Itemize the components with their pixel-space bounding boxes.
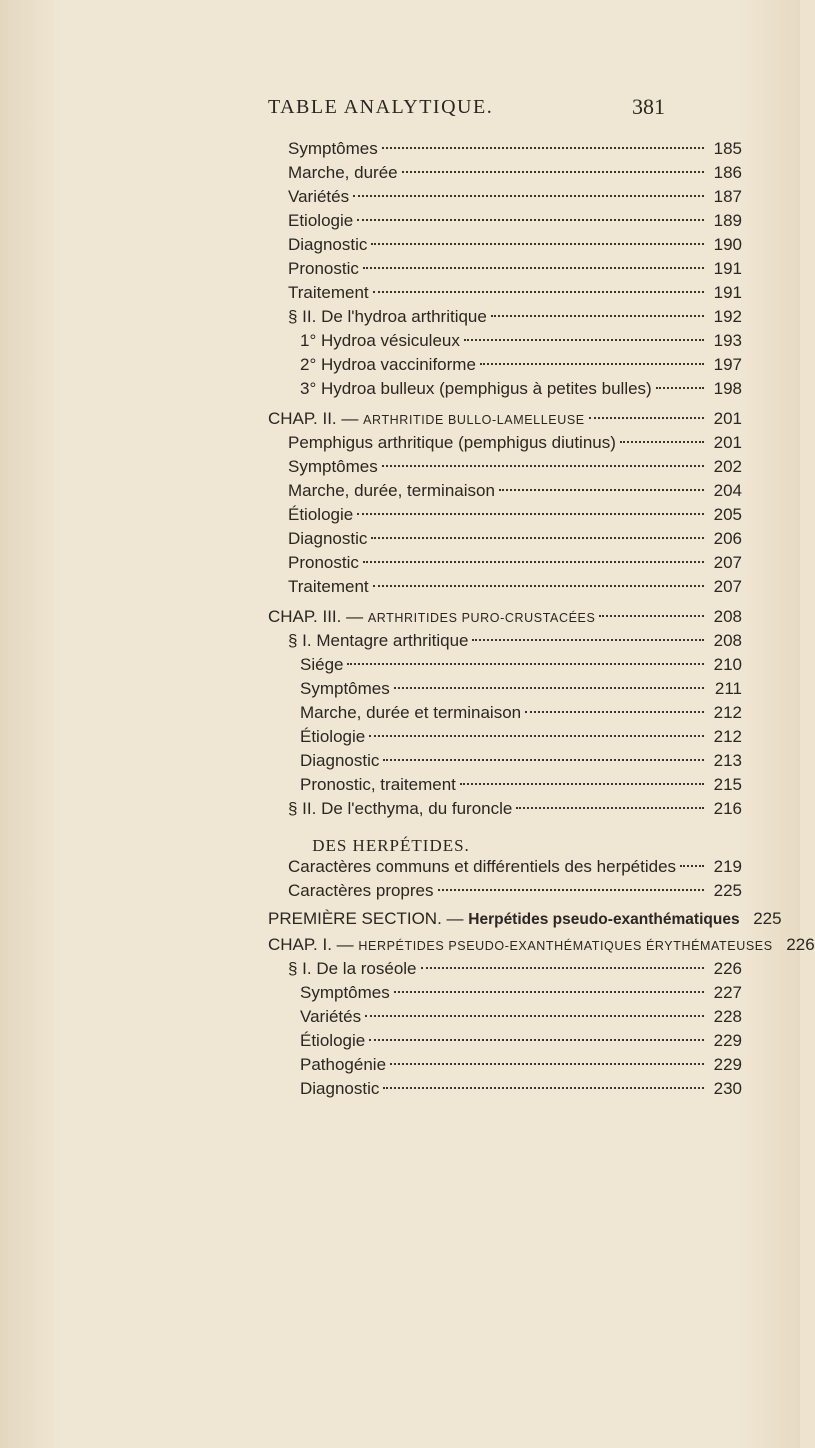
toc-entry (288, 480, 742, 502)
dot-leader (369, 735, 704, 737)
toc-entry-label: Etiologie (288, 211, 354, 230)
toc-entry-page: 202 (713, 457, 742, 476)
toc-entry-label: CHAP. III. — ARTHRITIDES PURO-CRUSTACÉES (268, 607, 596, 626)
toc-entry (288, 432, 742, 454)
toc-entry-page: 191 (713, 259, 742, 278)
toc-entry (288, 958, 742, 980)
dot-leader (371, 537, 704, 539)
toc-entry-label: 3° Hydroa bulleux (pemphigus à petites bulles) (300, 379, 652, 398)
toc-entry (300, 702, 742, 724)
toc-entry-page: 216 (713, 799, 742, 818)
toc-entry-page: 191 (713, 283, 742, 302)
dot-leader (438, 889, 704, 891)
toc-entry-page: 210 (713, 655, 742, 674)
dot-leader (383, 1087, 704, 1089)
toc-entry-page: 190 (713, 235, 742, 254)
toc-entry-smallcaps: ARTHRITIDES PURO-CRUSTACÉES (367, 611, 596, 625)
toc-entry (300, 774, 742, 796)
dot-leader (382, 147, 704, 149)
dot-leader (357, 513, 704, 515)
dot-leader (402, 171, 704, 173)
toc-entry-label: Pronostic (288, 553, 359, 572)
section-heading-text: DES HERPÉTIDES. (312, 836, 470, 855)
toc-entry (300, 330, 742, 352)
toc-entry (300, 378, 742, 400)
toc-entry (268, 934, 815, 956)
toc-entry-label: CHAP. I. — HERPÉTIDES PSEUDO-EXANTHÉMATIQUES ÉRYTHÉMATЕUSES (268, 935, 773, 954)
toc-entry-label: Étiologie (288, 505, 354, 524)
dot-leader (525, 711, 704, 713)
toc-entry-page: 204 (713, 481, 742, 500)
dot-leader (499, 489, 704, 491)
toc-entry-page: 208 (713, 607, 742, 626)
toc-entry-page: 185 (713, 139, 742, 158)
toc-entry-smallcaps: HERPÉTIDES PSEUDO-EXANTHÉMATIQUES ÉRYTHÉMATЕUSES (358, 939, 773, 953)
toc-entry-label: 1° Hydroa vésiculeux (300, 331, 460, 350)
dot-leader (357, 219, 704, 221)
toc-entry-page: 207 (713, 553, 742, 572)
dot-leader (365, 1015, 704, 1017)
dot-leader (347, 663, 704, 665)
toc-entry-page: 212 (713, 727, 742, 746)
toc-entry-page: 186 (713, 163, 742, 182)
toc-entry (300, 1006, 742, 1028)
toc-entry (288, 306, 742, 328)
toc-entry (288, 210, 742, 232)
toc-entry-page: 229 (713, 1055, 742, 1074)
toc-entry-page: 211 (714, 679, 742, 698)
toc-entry (300, 982, 742, 1004)
toc-entry-label: Marche, durée (288, 163, 398, 182)
toc-entry-label: Symptômes (300, 983, 390, 1002)
toc-entry-page: 225 (753, 909, 782, 928)
toc-entry-label: Marche, durée, terminaison (288, 481, 495, 500)
toc-entry-page: 213 (713, 751, 742, 770)
toc-entry (288, 138, 742, 160)
toc-entry-label: Étiologie (300, 1031, 366, 1050)
toc-entry-page: 205 (713, 505, 742, 524)
dot-leader (421, 967, 704, 969)
toc-entry (268, 908, 782, 930)
running-title: TABLE ANALYTIQUE. (268, 96, 494, 118)
toc-entry (288, 630, 742, 652)
dot-leader (516, 807, 704, 809)
dot-leader (472, 639, 704, 641)
dot-leader (656, 387, 704, 389)
toc-entry-label: Pemphigus arthritique (pemphigus diutinus) (288, 433, 616, 452)
page-number: 381 (632, 94, 665, 119)
toc-entry (288, 528, 742, 550)
toc-entry (300, 1054, 742, 1076)
toc-entry-label: Symptômes (300, 679, 390, 698)
toc-entry-page: 227 (713, 983, 742, 1002)
toc-entry (288, 576, 742, 598)
toc-entry (288, 880, 742, 902)
toc-entry-page: 193 (713, 331, 742, 350)
toc-entry-page: 208 (713, 631, 742, 650)
toc-entry-page: 206 (713, 529, 742, 548)
toc-entry (288, 504, 742, 526)
toc-entry-label: Symptômes (288, 139, 378, 158)
toc-entry-page: 226 (786, 935, 815, 954)
dot-leader (382, 465, 704, 467)
toc-entry-label: Variétés (288, 187, 350, 206)
toc-entry-page: 226 (713, 959, 742, 978)
toc-entry (300, 726, 742, 748)
toc-entry-page: 215 (713, 775, 742, 794)
toc-entry (300, 654, 742, 676)
dot-leader (464, 339, 704, 341)
dot-leader (460, 783, 704, 785)
toc-entry-page: 198 (713, 379, 742, 398)
dot-leader (620, 441, 704, 443)
dot-leader (363, 561, 704, 563)
page-header (0, 96, 800, 126)
toc-entry-label: Siége (300, 655, 344, 674)
toc-entry (288, 282, 742, 304)
dot-leader (480, 363, 704, 365)
toc-entry-label: Caractères propres (288, 881, 434, 900)
toc-entry-label: 2° Hydroa vacciniforme (300, 355, 476, 374)
section-heading (0, 836, 800, 856)
toc-entry-label: § I. Mentagre arthritique (288, 631, 469, 650)
toc-entry-label: § II. De l'ecthyma, du furoncle (288, 799, 513, 818)
toc-entry-page: 189 (713, 211, 742, 230)
toc-entry-page: 212 (713, 703, 742, 722)
toc-entry (300, 1030, 742, 1052)
toc-entry-label: Variétés (300, 1007, 362, 1026)
dot-leader (599, 615, 704, 617)
toc-entry-page: 197 (713, 355, 742, 374)
dot-leader (369, 1039, 704, 1041)
dot-leader (394, 687, 704, 689)
toc-entry-page: 192 (713, 307, 742, 326)
toc-entry (288, 798, 742, 820)
toc-entry (268, 408, 742, 430)
toc-entry-page: 207 (713, 577, 742, 596)
dot-leader (394, 991, 704, 993)
toc-entry-label: Pronostic, traitement (300, 775, 456, 794)
toc-entry-bold: Herpétides pseudo-exanthématiques (468, 911, 740, 928)
toc-entry (300, 354, 742, 376)
toc-entry (300, 750, 742, 772)
toc-entry-label: § II. De l'hydroa arthritique (288, 307, 487, 326)
toc-entry-label: Diagnostic (288, 235, 368, 254)
dot-leader (371, 243, 704, 245)
toc-entry-label: Marche, durée et terminaison (300, 703, 522, 722)
toc-entry-label: PREMIÈRE SECTION. — Herpétides pseudo-exanthématiques (268, 909, 740, 928)
dot-leader (373, 585, 704, 587)
toc-entry (300, 678, 742, 700)
dot-leader (373, 291, 704, 293)
toc-entry-label: Traitement (288, 283, 369, 302)
toc-entry-label: Caractères communs et différentiels des herpétides (288, 857, 677, 876)
toc-entry-label: Étiologie (300, 727, 366, 746)
toc-entry-page: 187 (713, 187, 742, 206)
toc-entry-page: 201 (713, 409, 742, 428)
toc-entry (288, 186, 742, 208)
dot-leader (363, 267, 704, 269)
dot-leader (589, 417, 704, 419)
dot-leader (383, 759, 704, 761)
dot-leader (491, 315, 704, 317)
toc-entry-label: CHAP. II. — ARTHRITIDE BULLO-LAMELLEUSE (268, 409, 585, 428)
toc-entry (288, 234, 742, 256)
toc-entry (300, 1078, 742, 1100)
toc-entry-label: Diagnostic (288, 529, 368, 548)
toc-entry-label: Diagnostic (300, 1079, 380, 1098)
toc-entry-label: § I. De la roséole (288, 959, 417, 978)
toc-entry (288, 162, 742, 184)
toc-entry-page: 229 (713, 1031, 742, 1050)
toc-entry-page: 225 (713, 881, 742, 900)
toc-entry-label: Diagnostic (300, 751, 380, 770)
toc-entry-page: 219 (713, 857, 742, 876)
toc-entry (288, 856, 742, 878)
dot-leader (680, 865, 704, 867)
dot-leader (390, 1063, 704, 1065)
toc-entry-label: Pathogénie (300, 1055, 387, 1074)
toc-entry-label: Traitement (288, 577, 369, 596)
toc-entry (268, 606, 742, 628)
toc-entry (288, 258, 742, 280)
toc-entry (288, 552, 742, 574)
toc-entry-smallcaps: ARTHRITIDE BULLO-LAMELLEUSE (363, 413, 585, 427)
toc-entry-page: 201 (713, 433, 742, 452)
toc-entry-page: 228 (713, 1007, 742, 1026)
toc-entry (288, 456, 742, 478)
toc-entry-label: Symptômes (288, 457, 378, 476)
dot-leader (353, 195, 704, 197)
toc-entry-label: Pronostic (288, 259, 359, 278)
toc-entry-page: 230 (713, 1079, 742, 1098)
